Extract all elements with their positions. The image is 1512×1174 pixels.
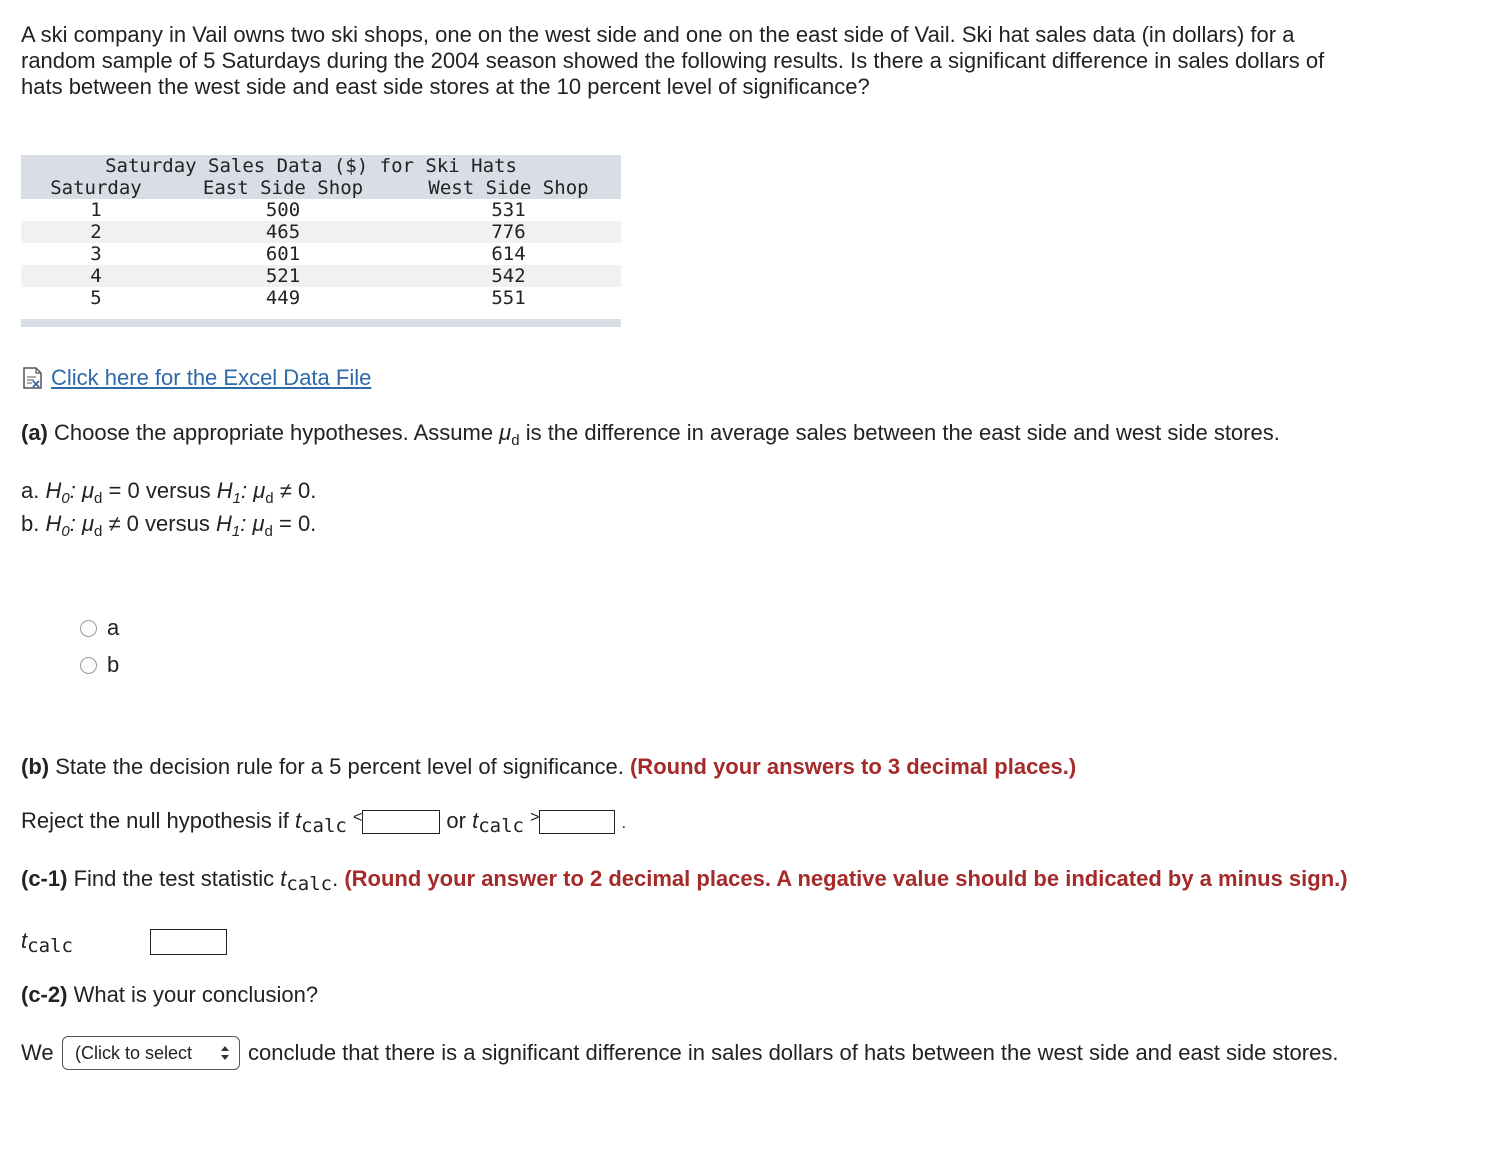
table-row (21, 243, 621, 265)
part-c1-question (21, 866, 1348, 895)
cell-saturday: 5 (90, 287, 102, 309)
cell-east: 601 (265, 243, 301, 265)
radio-option-b[interactable] (80, 652, 119, 678)
mu-symbol: μ (81, 478, 95, 503)
option-prefix: b. (21, 511, 40, 536)
upper-critical-input[interactable] (539, 810, 615, 834)
excel-data-link[interactable] (21, 365, 371, 391)
mu-symbol: μ (81, 511, 95, 536)
cell-saturday: 3 (90, 243, 102, 265)
part-c1-text: Find the test statistic (67, 866, 281, 891)
sales-data-table (21, 155, 621, 327)
cell-east: 465 (265, 221, 301, 243)
cell-saturday: 2 (90, 221, 102, 243)
table-footer-band (21, 319, 621, 327)
decision-rule (21, 808, 626, 837)
radio-label: a (107, 615, 120, 640)
h0-symbol: $H_0$: (45, 511, 76, 540)
rule-text: Reject the null hypothesis if (21, 808, 295, 833)
up-down-arrows-icon (219, 1043, 231, 1063)
part-b-label: (b) (21, 754, 50, 779)
part-c1-note: (Round your answer to 2 decimal places. A negative value should be indicated by a minus sign.) (344, 866, 1348, 891)
cell-saturday: 1 (90, 199, 102, 221)
cell-east: 449 (265, 287, 301, 309)
we-text: We (21, 1040, 54, 1065)
calc-subscript: calc (286, 873, 333, 895)
h0-relation: ≠ 0 (108, 511, 139, 536)
part-c2-text: What is your conclusion? (67, 982, 319, 1007)
header-west: West Side Shop (428, 177, 589, 199)
intro-line-2: random sample of 5 Saturdays during the 2004 season showed the following results. Is there a significant difference in sales dollars of (21, 48, 1325, 73)
part-c1-label: (c-1) (21, 866, 68, 891)
excel-link-text[interactable]: Click here for the Excel Data File (51, 365, 372, 390)
header-east: East Side Shop (202, 177, 364, 199)
select-value: (Click to select (75, 1042, 193, 1063)
mu-symbol: μ (499, 420, 512, 445)
table-header-row (21, 177, 621, 199)
period: . (332, 866, 345, 891)
part-c2-label: (c-2) (21, 982, 68, 1007)
table-row (21, 287, 621, 309)
h1-symbol: $H_1$: (216, 478, 248, 507)
less-than-sign: < (352, 809, 363, 826)
greater-than-sign: > (530, 809, 540, 826)
table-row (21, 221, 621, 243)
cell-west: 776 (491, 221, 526, 243)
versus-text: versus (145, 511, 210, 536)
cell-west: 531 (491, 199, 526, 221)
hypothesis-option-b (21, 511, 316, 540)
tcalc-label (21, 928, 73, 957)
part-b-text: State the decision rule for a 5 percent level of significance. (49, 754, 630, 779)
table-row (21, 199, 621, 221)
mu-subscript: d (264, 523, 273, 540)
mu-subscript: d (94, 523, 103, 540)
table-title: Saturday Sales Data ($) for Ski Hats (105, 155, 517, 177)
table-row (21, 265, 621, 287)
radio-button[interactable] (80, 620, 97, 637)
question-intro (21, 22, 1481, 100)
period: . (621, 815, 627, 832)
intro-line-1: A ski company in Vail owns two ski shops, one on the west side and one on the east side of Vail. Ski hat sales data (in dollars) for a (21, 22, 1295, 47)
h0-relation: = 0 (108, 478, 140, 503)
file-icon (21, 366, 45, 390)
h1-relation: = 0. (278, 511, 317, 536)
t-symbol: t (21, 928, 28, 953)
tcalc-input[interactable] (150, 929, 227, 955)
cell-east: 521 (265, 265, 301, 287)
conclusion-text: conclude that there is a significant difference in sales dollars of hats between the west side and east side stores. (248, 1040, 1339, 1065)
cell-west: 542 (491, 265, 526, 287)
h1-symbol: $H_1$: (215, 511, 247, 540)
cell-west: 614 (491, 243, 526, 265)
t-symbol: t (280, 866, 287, 891)
calc-subscript: calc (301, 815, 347, 837)
cell-west: 551 (491, 287, 526, 309)
or-text: or (446, 808, 473, 833)
cell-saturday: 4 (90, 265, 102, 287)
t-symbol: t (294, 808, 302, 833)
part-a-label: (a) (21, 420, 48, 445)
mu-subscript: d (511, 432, 520, 449)
conclusion-select[interactable] (62, 1036, 240, 1070)
mu-symbol: μ (253, 478, 266, 503)
hypothesis-option-a (21, 478, 316, 507)
part-a-text: Choose the appropriate hypotheses. Assume (47, 420, 500, 445)
h0-symbol: $H_0$: (45, 478, 76, 507)
cell-east: 500 (265, 199, 301, 221)
calc-subscript: calc (27, 935, 73, 957)
mu-symbol: μ (252, 511, 265, 536)
part-a-question (21, 420, 1280, 449)
mu-subscript: d (265, 490, 274, 507)
intro-line-3: hats between the west side and east side stores at the 10 percent level of significance? (21, 74, 870, 99)
part-b-note: (Round your answers to 3 decimal places.) (629, 754, 1077, 779)
calc-subscript: calc (478, 815, 524, 837)
header-saturday: Saturday (50, 177, 142, 199)
versus-text: versus (145, 478, 211, 503)
option-prefix: a. (21, 478, 40, 503)
radio-option-a[interactable] (80, 615, 119, 641)
radio-button[interactable] (80, 657, 97, 674)
part-b-question (21, 754, 1076, 780)
lower-critical-input[interactable] (362, 810, 440, 834)
t-symbol: t (472, 808, 479, 833)
part-c2-question (21, 982, 318, 1008)
radio-label: b (107, 652, 120, 677)
h1-relation: ≠ 0. (279, 478, 317, 503)
mu-subscript: d (94, 490, 103, 507)
part-a-text-end: is the difference in average sales between the east side and west side stores. (519, 420, 1280, 445)
